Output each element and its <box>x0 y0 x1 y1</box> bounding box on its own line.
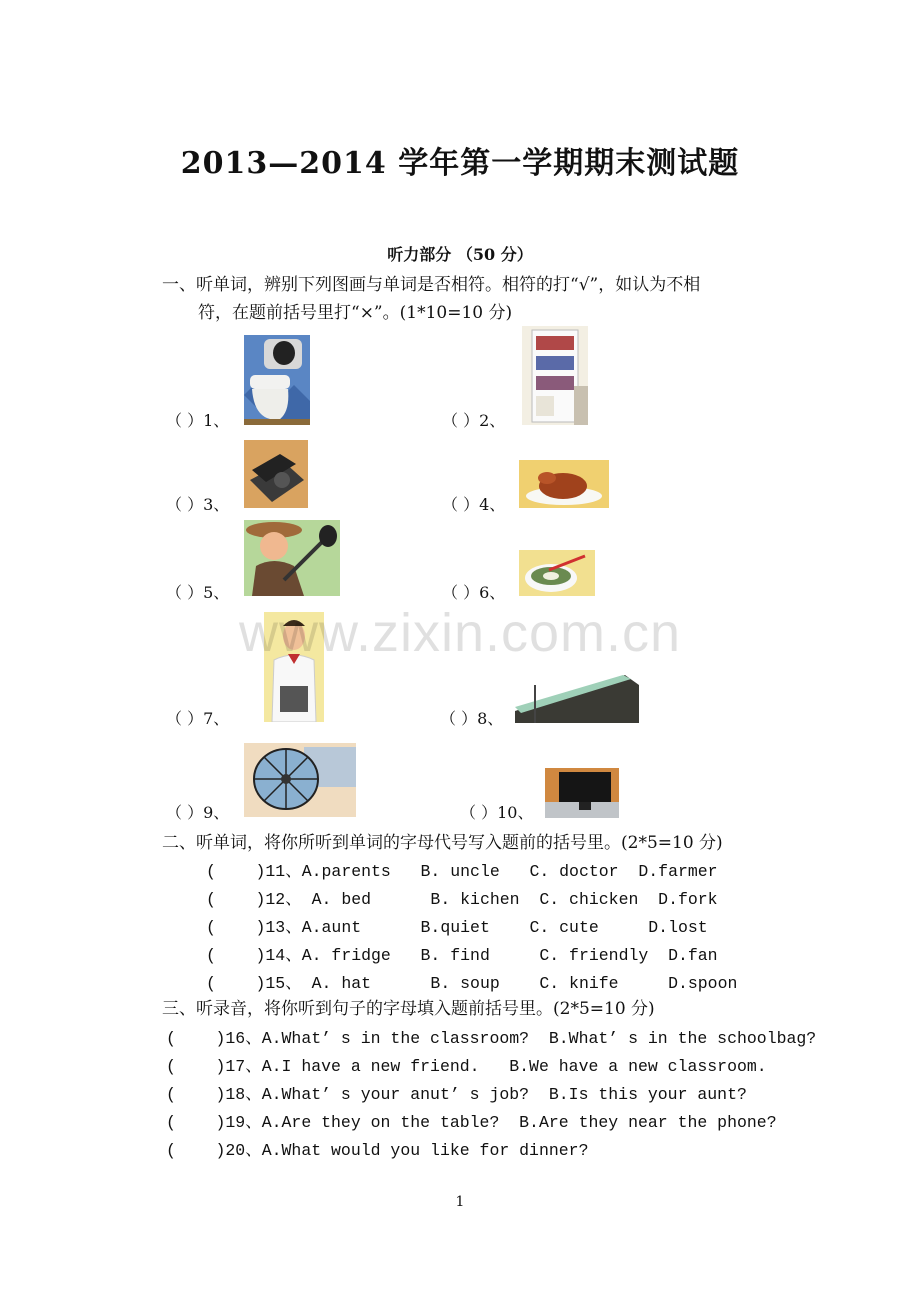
page-title: 2013—2014 学年第一学期期末测试题 <box>180 146 740 181</box>
question-16: ( )16、A.What’ s in the classroom? B.What’ s in the schoolbag? <box>166 1029 817 1048</box>
question-15: ( )15、 A. hat B. soup C. knife D.spoon <box>206 974 738 993</box>
section1-instruction-line1: 一、听单词，辨别下列图画与单词是否相符。相符的打“√”，如认为不相 <box>162 275 701 295</box>
answer-blank-4[interactable]: （ ）4、 <box>442 495 506 514</box>
answer-blank-3[interactable]: （ ）3、 <box>166 495 230 514</box>
question-20: ( )20、A.What would you like for dinner? <box>166 1141 589 1160</box>
answer-blank-5[interactable]: （ ）5、 <box>166 583 230 602</box>
soup-picture <box>519 550 595 596</box>
bookshelf-picture <box>522 326 588 425</box>
question-13: ( )13、A.aunt B.quiet C. cute D.lost <box>206 918 708 937</box>
question-18: ( )18、A.What’ s your anut’ s job? B.Is this your aunt? <box>166 1085 747 1104</box>
answer-blank-2[interactable]: （ ）2、 <box>442 411 506 430</box>
watermark: www.zixin.com.cn <box>238 603 682 663</box>
answer-blank-6[interactable]: （ ）6、 <box>442 583 506 602</box>
answer-blank-7[interactable]: （ ）7、 <box>166 709 230 728</box>
computer-picture <box>545 768 619 818</box>
phone-picture <box>244 440 308 508</box>
question-17: ( )17、A.I have a new friend. B.We have a new classroom. <box>166 1057 767 1076</box>
section1-instruction-line2: 符，在题前括号里打“×”。(1*10=10 分) <box>198 303 513 323</box>
question-19: ( )19、A.Are they on the table? B.Are they near the phone? <box>166 1113 777 1132</box>
listening-header: 听力部分 （50 分） <box>387 245 533 264</box>
farmer-picture <box>244 520 340 596</box>
answer-blank-8[interactable]: （ ）8、 <box>440 709 504 728</box>
roast-chicken-picture <box>519 460 609 508</box>
toilet-picture <box>244 335 310 425</box>
fan-picture <box>244 743 356 817</box>
answer-blank-9[interactable]: （ ）9、 <box>166 803 230 822</box>
question-11: ( )11、A.parents B. uncle C. doctor D.farmer <box>206 862 718 881</box>
question-14: ( )14、A. fridge B. find C. friendly D.fan <box>206 946 718 965</box>
question-12: ( )12、 A. bed B. kichen C. chicken D.fork <box>206 890 718 909</box>
fluorescent-light-picture <box>515 675 639 723</box>
section2-instruction: 二、听单词，将你所听到单词的字母代号写入题前的括号里。(2*5=10 分) <box>162 833 723 853</box>
section3-instruction: 三、听录音，将你听到句子的字母填入题前括号里。(2*5=10 分) <box>162 999 655 1019</box>
answer-blank-10[interactable]: （ ）10、 <box>460 803 534 822</box>
answer-blank-1[interactable]: （ ）1、 <box>166 411 230 430</box>
page-number: 1 <box>455 1194 465 1210</box>
